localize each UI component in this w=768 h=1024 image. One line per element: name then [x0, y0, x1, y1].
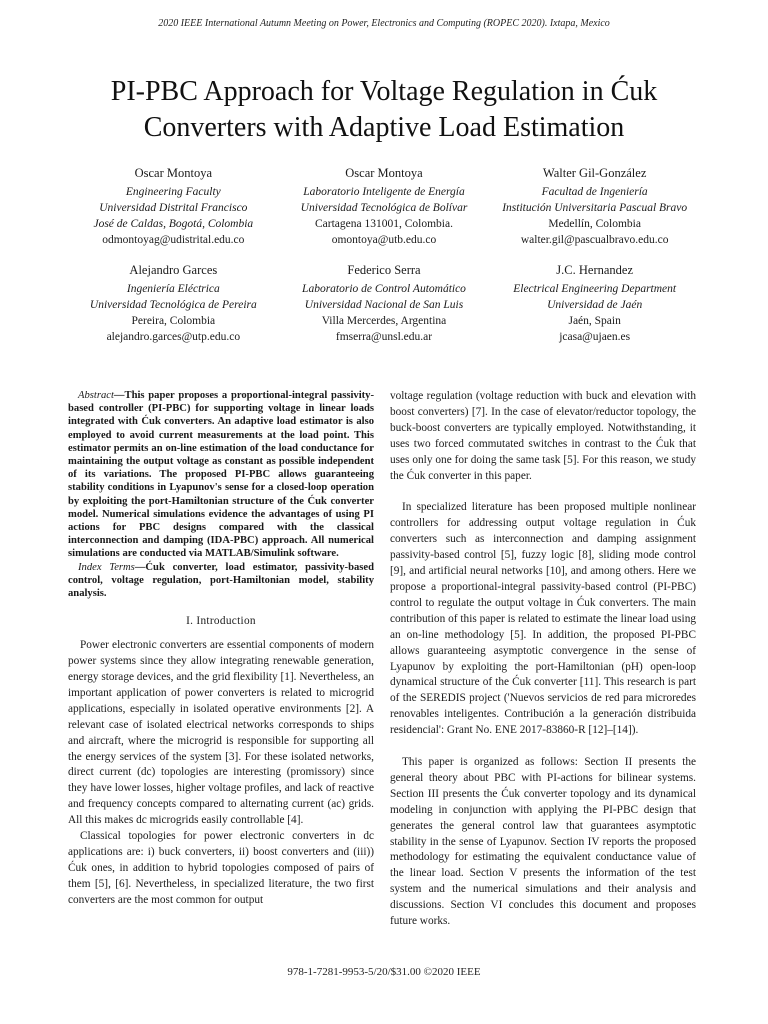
- author-affiliation: Laboratorio de Control Automático: [302, 283, 466, 295]
- author-name: Walter Gil-González: [542, 166, 647, 180]
- author-affiliation: Ingeniería Eléctrica: [126, 283, 220, 295]
- author-affiliation: Engineering Faculty: [125, 186, 221, 198]
- author-name: Alejandro Garces: [129, 263, 218, 277]
- abstract: [68, 389, 374, 600]
- author-name: Oscar Montoya: [345, 166, 423, 180]
- right-column: [390, 389, 696, 930]
- author-name: J.C. Hernandez: [556, 263, 634, 277]
- paragraph-spacer: [390, 484, 696, 500]
- index-terms-text: —Ćuk converter, load estimator, passivity-based control, voltage regulation, port-Hamiltonian model, stability analysis.: [68, 561, 374, 600]
- author-location: Cartagena 131001, Colombia.: [315, 218, 453, 230]
- title-line-1: PI-PBC Approach for Voltage Regulation in Ćuk: [110, 76, 658, 107]
- author-email: jcasa@ujaen.es: [559, 331, 631, 343]
- body-paragraph: Power electronic converters are essential components of modern power systems since they allow integrating renewable generation, energy storage devices, and the grid flexibility [1]. Nevertheless, an important application of power converters is related to microgrid applications, especially in isolated operative environments [2]. A relevant case of isolated electrical networks corresponds to ships and aircraft, where the microgrid is responsible for supporting all the energy services of the system [3]. For these isolated networks, direct current (dc) topologies are interesting (promissory) since they have lower losses, higher voltage profiles, and lack of reactive and frequency concepts compared to alternating current (ac) grids. All this makes dc microgrids easily controllable [4].: [68, 639, 374, 827]
- abstract-paragraph: [68, 389, 374, 561]
- conference-header: 2020 IEEE International Autumn Meeting on Power, Electronics and Computing (ROPEC 2020). Ixtapa, Mexico: [158, 18, 610, 29]
- author-email: odmontoyag@udistrital.edu.co: [102, 234, 245, 246]
- body-paragraph: voltage regulation (voltage reduction with buck and elevation with boost converters) [7]. In the case of elevator/reductor topology, the buck-boost converters are typically employed. Notwithstanding, it uses two forced commutated switches in contrast to the Ćuk that uses only one for doing the same task [5]. For this reason, we study the Ćuk converter in this paper.: [390, 390, 696, 482]
- author-location: Villa Mercerdes, Argentina: [321, 315, 447, 327]
- author-name: Oscar Montoya: [134, 166, 213, 180]
- author-location: Pereira, Colombia: [131, 315, 216, 327]
- author-affiliation: Institución Universitaria Pascual Bravo: [502, 202, 688, 214]
- abstract-label: Abstract: [78, 390, 114, 401]
- author-email: alejandro.garces@utp.edu.co: [106, 331, 241, 343]
- author-affiliation: Universidad Nacional de San Luis: [304, 299, 464, 311]
- author-block: [68, 262, 279, 345]
- author-location: Medellín, Colombia: [548, 218, 641, 230]
- author-affiliation: Universidad Tecnológica de Bolívar: [300, 202, 468, 214]
- paragraph-spacer: [390, 739, 696, 755]
- title-line-2: Converters with Adaptive Load Estimation: [143, 112, 625, 143]
- paper-title: [40, 74, 728, 146]
- author-name: Federico Serra: [347, 263, 421, 277]
- author-email: fmserra@unsl.edu.ar: [335, 331, 433, 343]
- body-paragraph: In specialized literature has been proposed multiple nonlinear controllers for addressing output voltage regulation in Ćuk converters such as interconnection and damping assignment passivity-based control [5], fuzzy logic [8], sliding mode control [9], and artificial neural networks [10], and among others. Here we propose a proportional-integral passivity-based control (PI-PBC) control to regulate the output voltage in Ćuk converters. The main contribution of this paper is related to estimate the linear load using an on-line methodology [5]. In addition, the proposed PI-PBC allows guaranteeing asymptotic convergence in the sense of Lyapunov by exploiting the port-Hamiltonian (pH) open-loop dynamical structure of the Ćuk converter [11]. This research is part of the SEREDIS project ('Nuevos servicios de red para microredes renovables inteligentes. Contribución a la generación distribuida residencial': Grant No. ENE 2017-83860-R [12]–[14]).: [390, 501, 696, 737]
- author-affiliation: Universidad Distrital Francisco: [99, 202, 248, 214]
- author-block: [279, 262, 490, 345]
- author-affiliation: Laboratorio Inteligente de Energía: [303, 186, 465, 198]
- author-location-city: José de Caldas, Bogotá, Colombia: [93, 218, 254, 230]
- author-affiliation: Electrical Engineering Department: [513, 283, 677, 295]
- author-location: [68, 216, 279, 232]
- author-location: Jaén, Spain: [568, 315, 621, 327]
- author-block: [68, 165, 279, 248]
- author-row-2: [68, 262, 700, 345]
- author-email: omontoya@utb.edu.co: [331, 234, 437, 246]
- author-block: [489, 165, 700, 248]
- author-block: [489, 262, 700, 345]
- copyright-footer: 978-1-7281-9953-5/20/$31.00 ©2020 IEEE: [287, 966, 481, 978]
- author-affiliation: Universidad de Jaén: [547, 299, 643, 311]
- body-paragraph: Classical topologies for power electronic converters in dc applications are: i) buck converters, ii) boost converters and (iii)) Ćuk ones, in addition to hybrid topologies composed of pairs of them [5], [6]. Nevertheless, in specialized literature, the two first converters are the most common for output: [68, 830, 374, 906]
- abstract-text: —This paper proposes a proportional-integral passivity-based controller (PI-PBC) for supporting voltage in linear loads integrated with Ćuk converters. An adaptive load estimator is also employed to avoid current measurements at the load point. This estimator permits an on-line estimation of the load conductance for maintaining the output voltage as constant as possible independent of its variations. The proposed PI-PBC allows guaranteeing stability conditions in Lyapunov's sense for a closed-loop operation by exploiting the port-Hamiltonian structure of the Ćuk converter model. Numerical simulations evidence the advantages of using PI actions for PBC designs compared with the classical interconnection and damping (IDA-PBC) approach. All numerical simulations are conducted via MATLAB/Simulink software.: [68, 390, 374, 560]
- author-block: [279, 165, 490, 248]
- author-affiliation: Universidad Tecnológica de Pereira: [89, 299, 257, 311]
- author-row-1: [68, 165, 700, 248]
- author-email: walter.gil@pascualbravo.edu.co: [520, 234, 669, 246]
- index-terms-label: Index Terms: [78, 561, 135, 573]
- author-affiliation: Facultad de Ingeniería: [541, 186, 648, 198]
- section-heading: I. Introduction: [186, 615, 256, 628]
- body-paragraph: This paper is organized as follows: Section II presents the general theory about PBC with PI-actions for bilinear systems. Section III presents the Ćuk converter topology and its dynamical modeling in conjunction with applying the PI-PBC design that generates the general control law that guarantees asymptotic stability in the sense of Lyapunov. Section IV reports the proposed methodology for estimating the equivalent conductance value of the linear load. Section V presents the information of the test system and the numerical simulations and their analysis and discussions. Section VI concludes this document and proposes future works.: [390, 756, 696, 928]
- left-column: [68, 389, 374, 909]
- index-terms-paragraph: [68, 561, 374, 601]
